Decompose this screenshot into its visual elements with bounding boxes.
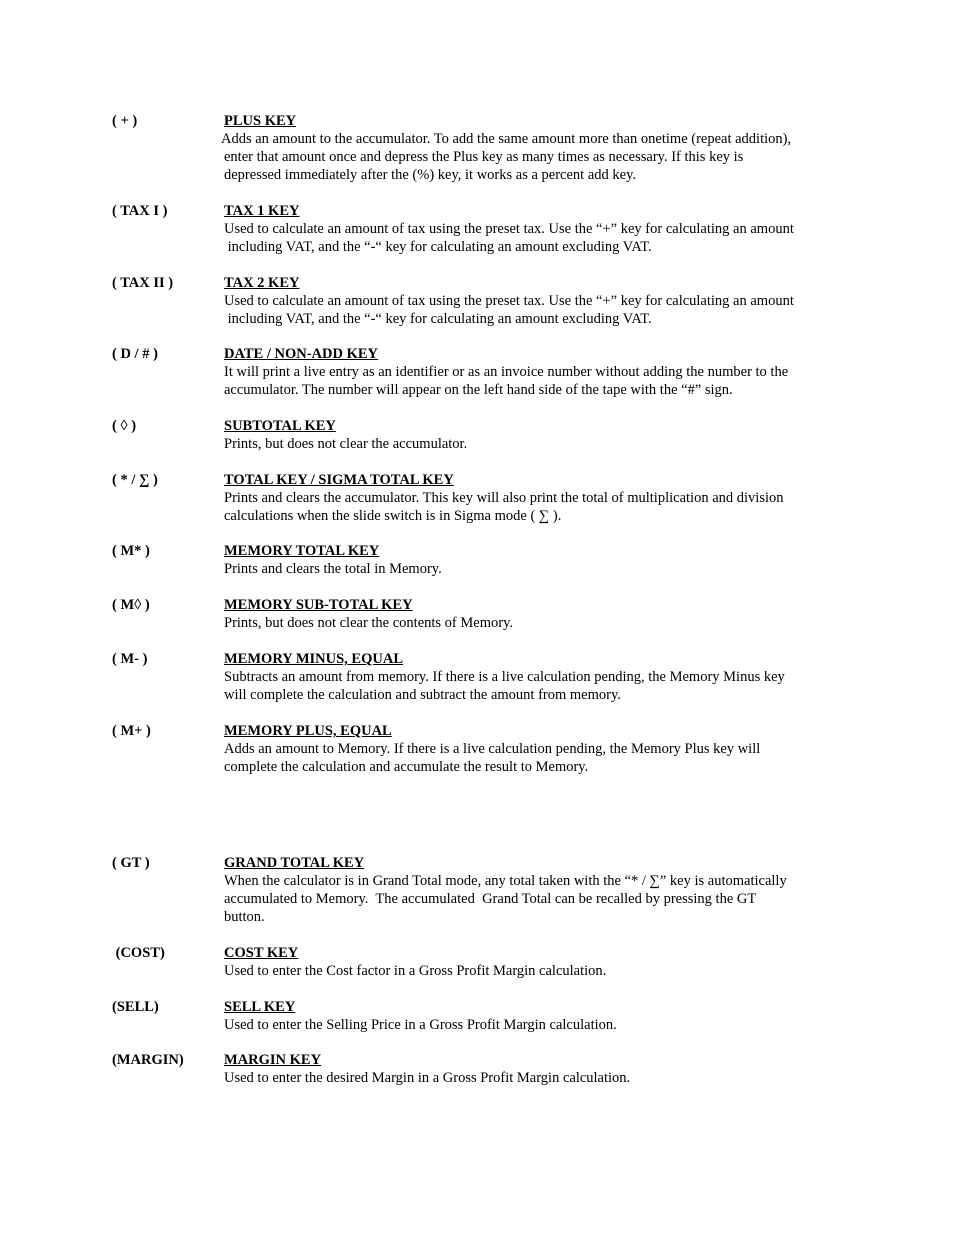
key-symbol: ( M* ): [112, 543, 150, 559]
key-symbol: (SELL): [112, 999, 159, 1015]
key-title: PLUS KEY: [224, 113, 297, 129]
key-symbol: ( D / # ): [112, 346, 158, 362]
key-description: [221, 130, 849, 184]
description-line: Used to calculate an amount of tax using the preset tax. Use the “+” key for calculating an amount: [224, 293, 794, 309]
key-symbol: ( GT ): [112, 855, 150, 871]
description-line: Used to calculate an amount of tax using the preset tax. Use the “+” key for calculating an amount: [224, 221, 794, 237]
description-line: button.: [224, 909, 265, 925]
description-line: Prints, but does not clear the contents of Memory.: [224, 615, 514, 631]
key-description: [224, 962, 849, 980]
key-symbol: ( M- ): [112, 651, 148, 667]
key-title: TOTAL KEY / SIGMA TOTAL KEY: [224, 472, 454, 488]
key-title: MEMORY MINUS, EQUAL: [224, 651, 403, 667]
key-symbol: ( TAX II ): [112, 275, 174, 291]
description-line: Subtracts an amount from memory. If there is a live calculation pending, the Memory Minus key: [224, 669, 785, 685]
key-title: MEMORY SUB-TOTAL KEY: [224, 597, 413, 613]
key-body: [221, 112, 849, 184]
key-symbol: ( M+ ): [112, 723, 151, 739]
key-title: SUBTOTAL KEY: [224, 418, 336, 434]
key-body: [224, 650, 849, 704]
key-body: [224, 998, 849, 1034]
key-description: [224, 292, 849, 328]
key-description: [224, 363, 849, 399]
description-line: Prints, but does not clear the accumulator.: [224, 436, 468, 452]
key-title: TAX 2 KEY: [224, 275, 300, 291]
key-body: [224, 1051, 849, 1087]
key-title: DATE / NON-ADD KEY: [224, 346, 378, 362]
key-title: MEMORY PLUS, EQUAL: [224, 723, 392, 739]
key-body: [224, 345, 849, 399]
key-body: [224, 417, 849, 453]
description-line: accumulated to Memory. The accumulated Grand Total can be recalled by pressing the GT: [224, 891, 757, 907]
key-body: [224, 854, 849, 926]
description-line: Adds an amount to the accumulator. To add the same amount more than onetime (repeat addition),: [221, 131, 792, 147]
key-body: [224, 944, 849, 980]
key-description: [224, 1016, 849, 1034]
key-description: [224, 435, 849, 453]
key-symbol: ( * / ∑ ): [112, 472, 158, 488]
key-title: SELL KEY: [224, 999, 296, 1015]
description-line: depressed immediately after the (%) key, it works as a percent add key.: [224, 167, 637, 183]
key-symbol: ( TAX I ): [112, 203, 168, 219]
description-line: It will print a live entry as an identifier or as an invoice number without adding the number to the: [224, 364, 789, 380]
description-line: including VAT, and the “-“ key for calculating an amount excluding VAT.: [224, 239, 652, 255]
key-symbol: ( ◊ ): [112, 418, 137, 434]
key-body: [224, 542, 849, 578]
description-line: calculations when the slide switch is in Sigma mode ( ∑ ).: [224, 508, 562, 524]
key-description: [224, 220, 849, 256]
description-line: enter that amount once and depress the Plus key as many times as necessary. If this key is: [224, 149, 744, 165]
description-line: When the calculator is in Grand Total mode, any total taken with the “* / ∑” key is automatically: [224, 873, 787, 889]
key-body: [224, 596, 849, 632]
key-symbol: ( M◊ ): [112, 597, 150, 613]
key-symbol: (COST): [112, 945, 165, 961]
description-line: will complete the calculation and subtract the amount from memory.: [224, 687, 621, 703]
description-line: Used to enter the Cost factor in a Gross Profit Margin calculation.: [224, 963, 607, 979]
key-title: MARGIN KEY: [224, 1052, 322, 1068]
key-description: [224, 489, 849, 525]
key-title: COST KEY: [224, 945, 299, 961]
key-description: [224, 560, 849, 578]
description-line: Used to enter the desired Margin in a Gross Profit Margin calculation.: [224, 1070, 631, 1086]
key-description: [224, 872, 849, 926]
key-symbol: ( + ): [112, 113, 138, 129]
description-line: Prints and clears the accumulator. This key will also print the total of multiplication and division: [224, 490, 784, 506]
key-body: [224, 274, 849, 328]
description-line: accumulator. The number will appear on the left hand side of the tape with the “#” sign.: [224, 382, 733, 398]
description-line: including VAT, and the “-“ key for calculating an amount excluding VAT.: [224, 311, 652, 327]
key-description: [224, 614, 849, 632]
key-description: [224, 1069, 849, 1087]
key-description: [224, 668, 849, 704]
key-title: GRAND TOTAL KEY: [224, 855, 365, 871]
key-body: [224, 202, 849, 256]
description-line: complete the calculation and accumulate the result to Memory.: [224, 759, 589, 775]
key-title: MEMORY TOTAL KEY: [224, 543, 380, 559]
key-body: [224, 471, 849, 525]
key-body: [224, 722, 849, 776]
description-line: Prints and clears the total in Memory.: [224, 561, 442, 577]
key-description: [224, 740, 849, 776]
description-line: Used to enter the Selling Price in a Gross Profit Margin calculation.: [224, 1017, 617, 1033]
description-line: Adds an amount to Memory. If there is a live calculation pending, the Memory Plus key will: [224, 741, 761, 757]
key-symbol: (MARGIN): [112, 1052, 184, 1068]
key-title: TAX 1 KEY: [224, 203, 300, 219]
